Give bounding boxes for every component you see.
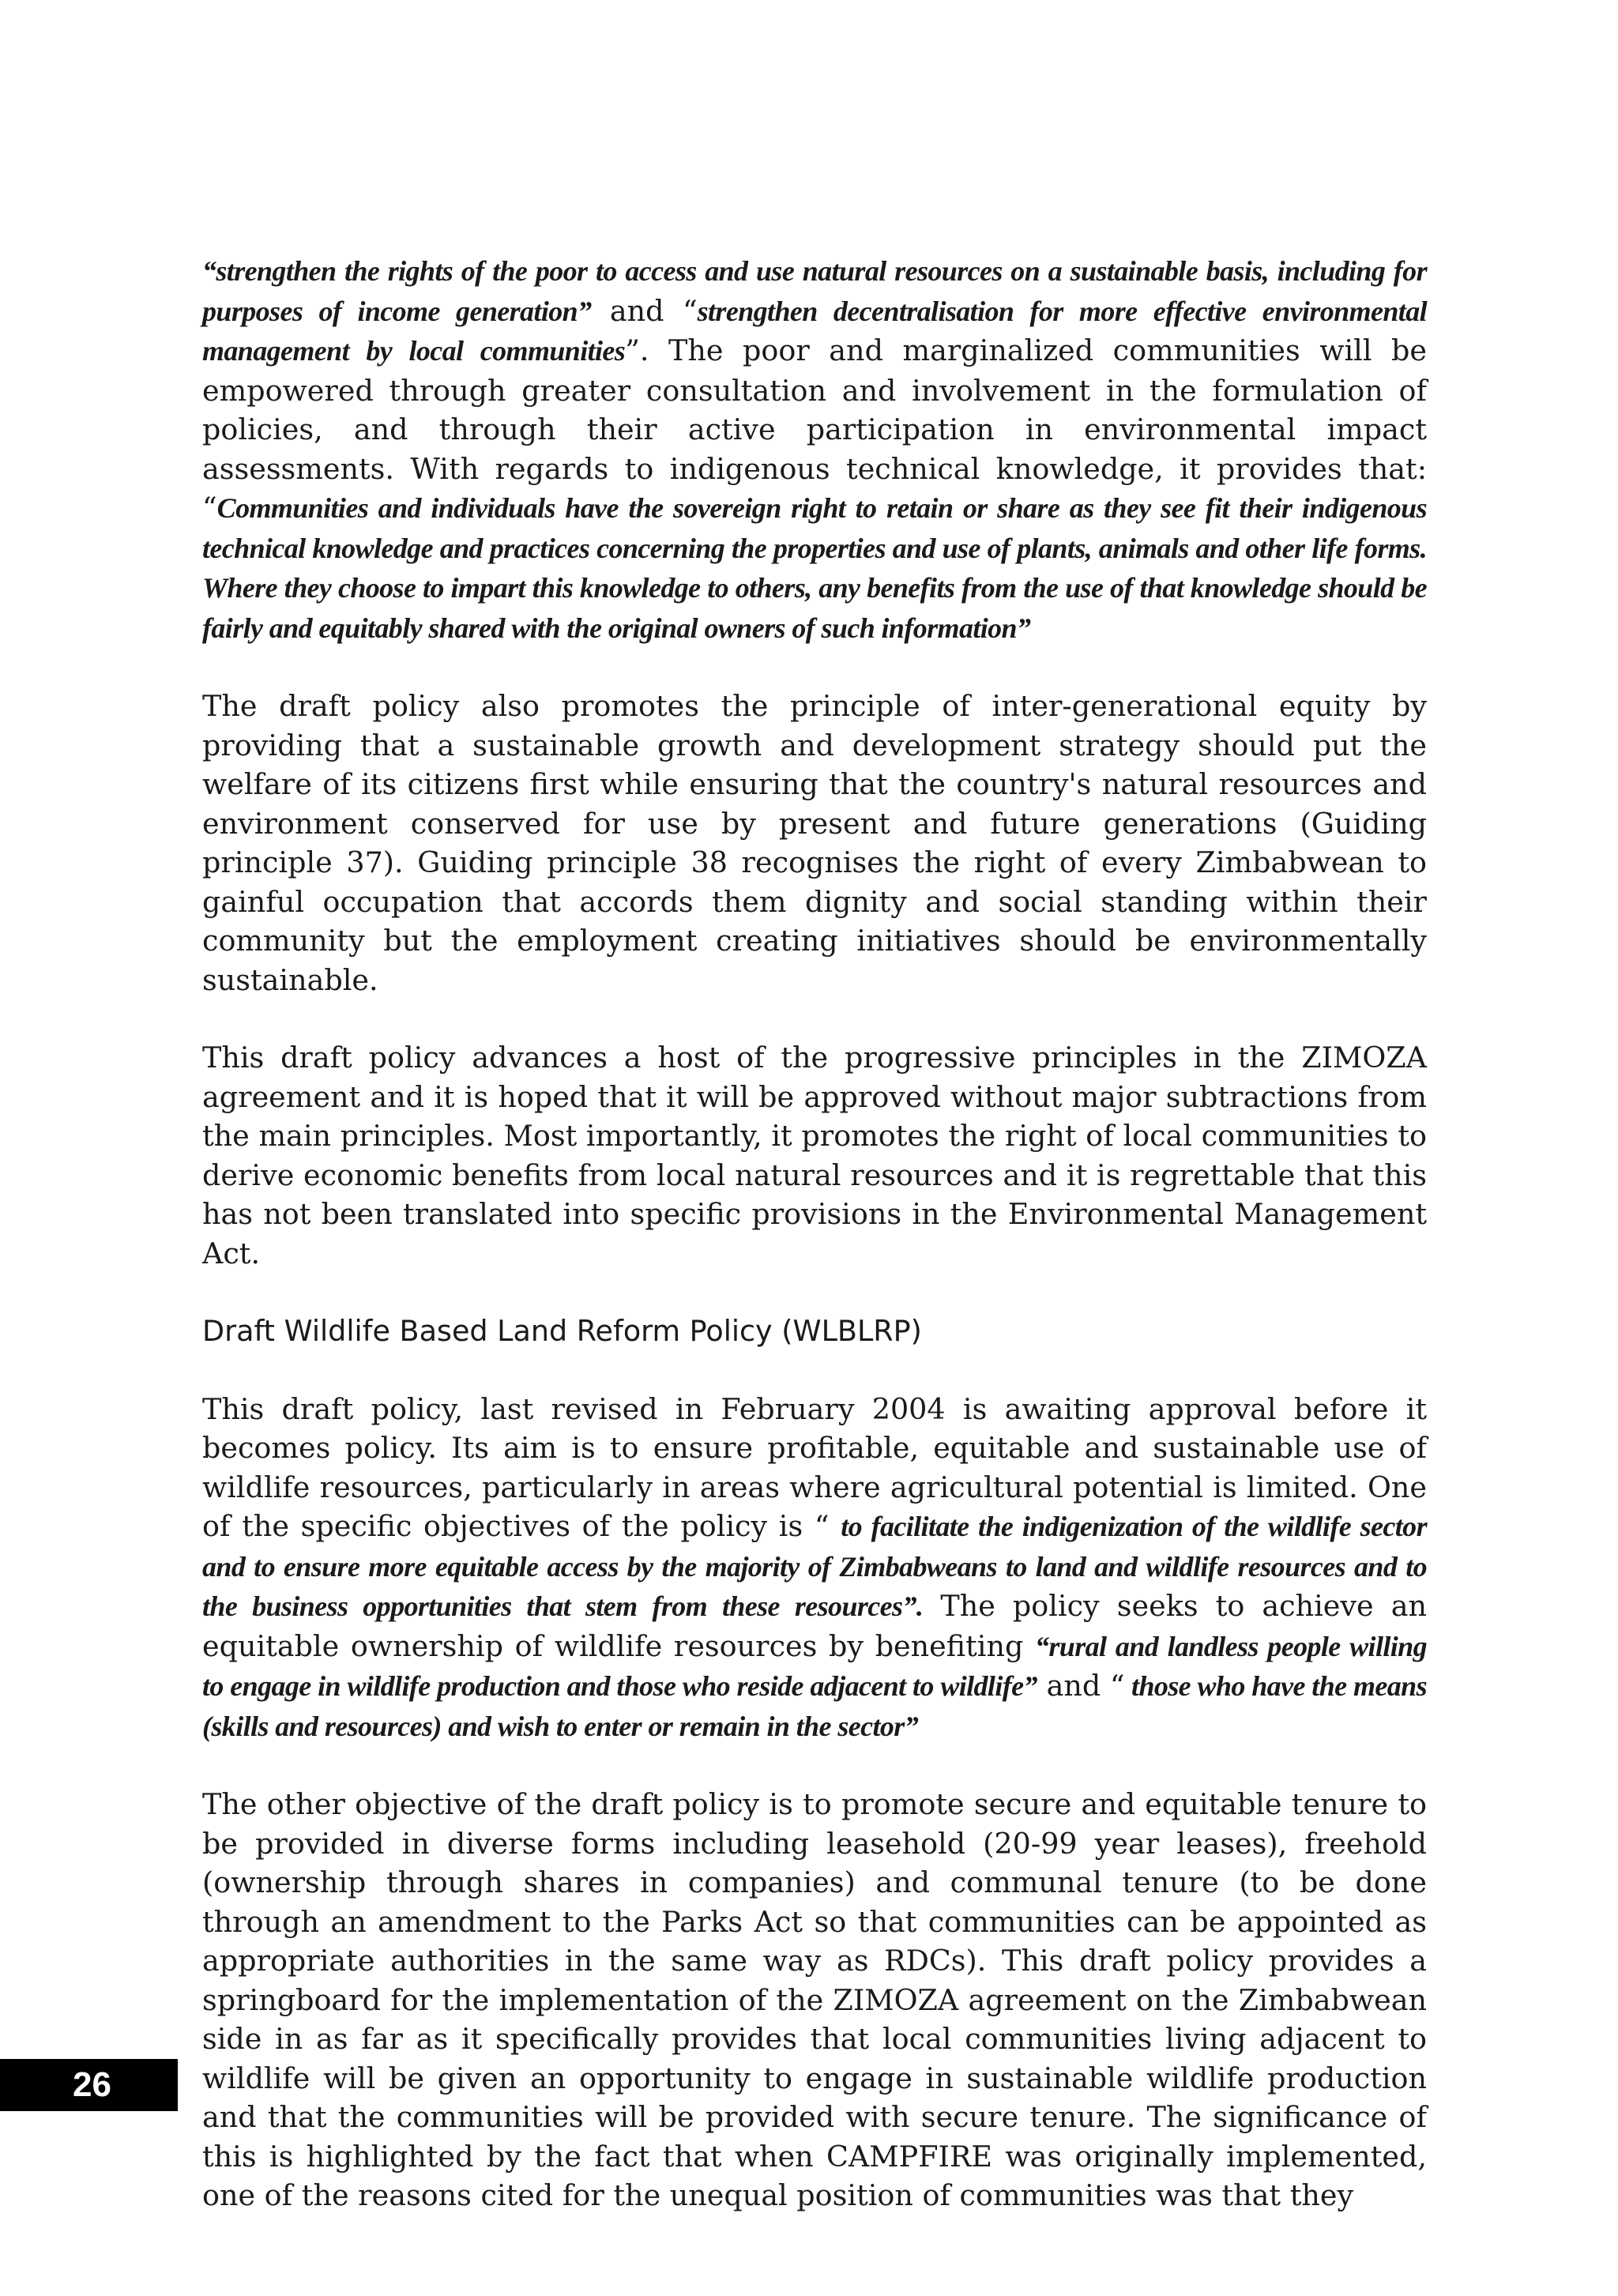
paragraph-1 bbox=[202, 251, 1427, 648]
section-heading: Draft Wildlife Based Land Reform Policy (WLBLRP) bbox=[202, 1314, 922, 1348]
paragraph-5: The other objective of the draft policy is to promote secure and equitable tenure to be provided in diverse forms including leasehold (20-99 year leases), freehold (ownership through shares in companies) and communal tenure (to be done through an amendment to the Parks Act so that communities can be appointed as appropriate authorities in the same way as RDCs). This draft policy provides a springboard for the implementation of the ZIMOZA agreement on the Zimbabwean side in as far as it specifically provides that local communities living adjacent to wildlife will be given an opportunity to engage in sustainable wildlife production and that the communities will be provided with secure tenure. The significance of this is highlighted by the fact that when CAMPFIRE was originally implemented, one of the reasons cited for the unequal position of communities was that they bbox=[202, 1787, 1427, 2212]
page-number: 26 bbox=[73, 2065, 111, 2104]
text-run: The policy seeks to achieve an equitable ownership of wildlife resources by benefiting bbox=[202, 1589, 1427, 1663]
text-run: This draft policy, last revised in February 2004 is awaiting approval before it becomes policy. Its aim is to ensure profitable, equitable and sustainable use of wildlife resources, particularly in areas where agricultural potential is limited. One of the specific objectives of the policy is “ bbox=[202, 1391, 1427, 1543]
text-run: and “ bbox=[591, 293, 698, 328]
body-text bbox=[202, 251, 1427, 2254]
text-run: and “ bbox=[1037, 1669, 1125, 1703]
quote-income-generation: “strengthen the rights of the poor to access and use natural resources on a sustainable basis, including for purposes of income generation” bbox=[202, 255, 1427, 327]
quote-rural-landless: “rural and landless people willing to engage in wildlife production and those who reside adjacent to wildlife” bbox=[202, 1630, 1427, 1702]
page-number-badge bbox=[0, 2059, 178, 2111]
quote-decentralisation: strengthen decentralisation for more effective environmental management by local communities bbox=[202, 295, 1428, 367]
quote-indigenization: to facilitate the indigenization of the wildlife sector and to ensure more equitable access by the majority of Zimbabweans to land and wildlife resources and to the business opportunities that stem from these resources”. bbox=[202, 1511, 1427, 1622]
paragraph-3: This draft policy advances a host of the progressive principles in the ZIMOZA agreement and it is hoped that it will be approved without major subtractions from the main principles. Most importantly, it promotes the right of local communities to derive economic benefits from local natural resources and it is regrettable that this has not been translated into specific provisions in the Environmental Management Act. bbox=[202, 1041, 1427, 1270]
text-run: ”. The poor and marginalized communities will be empowered through greater consultation and involvement in the formulation of policies, and through their active participation in environmental impact assessments. With regards to indigenous technical knowledge, it provides that: “ bbox=[202, 333, 1427, 525]
quote-means: those who have the means (skills and resources) and wish to enter or remain in the sector” bbox=[202, 1670, 1427, 1742]
paragraph-4 bbox=[202, 1390, 1427, 1747]
paragraph-2: The draft policy also promotes the principle of inter-generational equity by providing that a sustainable growth and development strategy should put the welfare of its citizens first while ensuring that the country's natural resources and environment conserved for use by present and future generations (Guiding principle 37). Guiding principle 38 recognises the right of every Zimbabwean to gainful occupation that accords them dignity and social standing within their community but the employment creating initiatives should be environmentally sustainable. bbox=[202, 689, 1427, 997]
quote-indigenous-knowledge: Communities and individuals have the sovereign right to retain or share as they see fit their indigenous technical knowledge and practices concerning the properties and use of plants, animals and other life forms. Where they choose to impart this knowledge to others, any benefits from the use of that knowledge should be fairly and equitably shared with the original owners of such information” bbox=[202, 492, 1427, 644]
